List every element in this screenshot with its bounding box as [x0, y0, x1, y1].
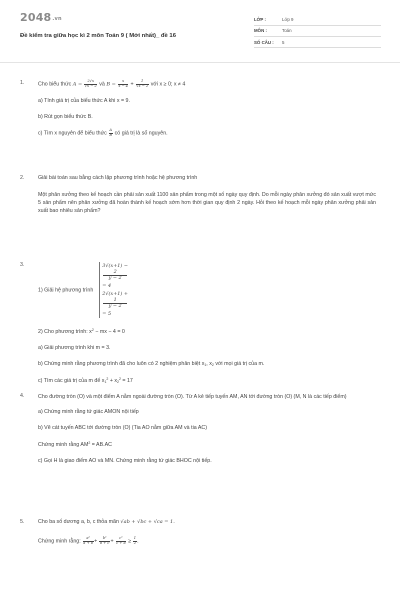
- part-b: [38, 361, 376, 368]
- part-2: [38, 328, 376, 336]
- question-paragraph: Một phân xưởng theo kế hoạch cần phải sản xuất 1100 sản phẩm trong một số ngày quy định. Do mỗi ngày phân xưởng đó sản xuất vượt mức 5 sản phẩm nên phân xưởng đã hoàn thành kế hoạch sớm hơn thời gian quy định 2 ngày. Hỏi theo kế hoạch mỗi ngày phân xưởng phải sản xuất bao nhiêu sản phẩm?: [38, 191, 376, 215]
- text: = 17: [120, 377, 133, 384]
- text: c) Tìm các giá trị của m để x: [38, 377, 105, 384]
- question-number: 4.: [20, 393, 25, 399]
- operator: +: [130, 81, 134, 88]
- fraction: [103, 270, 127, 281]
- denominator: a + b: [83, 540, 94, 545]
- numerator: a²: [83, 537, 94, 542]
- text: + x: [108, 377, 118, 384]
- equation-1: [102, 262, 128, 290]
- part-b: b) Vẽ cát tuyến ABC tới đường tròn (O) (Tia AO nằm giữa AM và tia AC): [38, 425, 207, 432]
- meta-row-class: [254, 15, 381, 26]
- question-body: [38, 393, 376, 474]
- meta-key: SỐ CÂU :: [254, 39, 274, 45]
- superscript: 2: [91, 327, 94, 332]
- part-c: [38, 129, 376, 138]
- part-a: a) Chứng minh rằng tứ giác AMON nội tiếp: [38, 409, 139, 416]
- intro-text: Cho biểu thức: [38, 81, 72, 88]
- denominator: y − 2: [108, 275, 122, 282]
- fraction-half: [133, 537, 136, 546]
- part-a: a) Giải phương trình khi m = 3.: [38, 344, 111, 351]
- fraction: [83, 537, 94, 546]
- text: Chứng minh rằng:: [38, 538, 81, 545]
- part-c-text: c) Tìm x nguyên để biểu thức: [38, 131, 107, 138]
- question-paragraph: Cho đường tròn (O) và một điểm A nằm ngoài đường tròn (O). Từ A kẻ tiếp tuyến AM, AN tới đường tròn (O) (M, N là các tiếp điểm): [38, 394, 347, 400]
- question-number: 1.: [20, 80, 25, 86]
- meta-value: Toán: [282, 28, 292, 34]
- numerator: 1: [136, 80, 149, 85]
- denominator: B: [109, 133, 113, 138]
- prove-line: Chứng minh rằng: $\frac{\text{a²}}{a + b}$ + $\frac{\text{b²}}{b + c}$ + $\frac{\text{c²}}{c + a}$ ≥ $\frac{1}{2}$ .: [38, 536, 139, 545]
- denominator: b + c: [99, 540, 110, 545]
- question-body: [38, 262, 376, 394]
- numerator: b²: [99, 537, 110, 542]
- part-b: b) Rút gọn biểu thức B.: [38, 113, 93, 120]
- question-intro: [38, 519, 376, 526]
- denominator: √x − 2: [84, 83, 97, 88]
- document-title: Đề kiểm tra giữa học kì 2 môn Toán 9 ( Mới nhất)_ đề 16: [20, 33, 176, 39]
- numerator: c²: [116, 537, 126, 542]
- operator: ≥: [128, 538, 132, 545]
- fraction-b2: [136, 80, 149, 89]
- part-c: [38, 377, 376, 385]
- numerator: A: [109, 128, 113, 133]
- subscript: 1: [204, 362, 207, 367]
- eq-text: = 5: [102, 310, 112, 317]
- numerator: 1: [103, 298, 127, 304]
- denominator: c + a: [116, 540, 126, 545]
- numerator: x: [118, 80, 129, 85]
- fraction-b1: [118, 80, 129, 89]
- question-number: 2.: [20, 175, 25, 181]
- part-c: c) Gọi H là giao điểm AO và MN. Chứng minh rằng tứ giác BHOC nội tiếp.: [38, 458, 212, 465]
- meta-value: Lớp 9: [282, 16, 294, 22]
- subscript: 2: [117, 379, 119, 384]
- meta-row-count: [254, 38, 381, 49]
- part-c-text: có giá trị là số nguyên.: [114, 131, 168, 138]
- question-number: 5.: [20, 519, 25, 525]
- numerator: 2√x: [84, 80, 97, 85]
- numerator: 1: [133, 536, 137, 541]
- superscript: 2: [88, 441, 91, 446]
- superscript: 2: [106, 376, 109, 381]
- conjunction: và: [99, 81, 105, 88]
- eq-text: 3√(x+1) −: [102, 263, 128, 269]
- superscript: 2: [118, 376, 121, 381]
- text: 2) Cho phương trình: x: [38, 328, 92, 335]
- subscript: 2: [211, 362, 214, 367]
- meta-panel: [254, 15, 381, 49]
- fraction: [116, 537, 126, 546]
- fraction: [103, 298, 127, 309]
- equation-system: [99, 262, 128, 318]
- subscript: 1: [104, 379, 107, 384]
- text: Chứng minh rằng AM: [38, 442, 89, 449]
- site-logo[interactable]: [20, 11, 62, 26]
- equation-2: [102, 290, 128, 318]
- question-number: 3.: [20, 262, 25, 268]
- expr-b-lhs: B =: [106, 81, 116, 88]
- eq-text: 2√(x+1) +: [102, 290, 128, 297]
- text: − mx − 4 = 0: [93, 328, 125, 335]
- question-intro: [38, 80, 376, 89]
- text: b) Chứng minh rằng phương trình đã cho luôn có 2 nghiệm phân biệt x: [38, 360, 205, 367]
- intro-text: 1) Giải hệ phương trình: [38, 287, 94, 294]
- meta-row-subject: [254, 26, 381, 37]
- text: , x: [206, 360, 212, 367]
- prove-line: [38, 441, 376, 449]
- header-divider: [0, 62, 400, 63]
- fraction-a: [84, 80, 97, 89]
- denominator: x − 4: [118, 83, 128, 88]
- denominator: 2: [133, 540, 137, 545]
- meta-key: MÔN :: [254, 28, 267, 34]
- expr-a-lhs: A =: [72, 81, 83, 88]
- logo-suffix: .vn: [52, 16, 62, 22]
- question-body: [38, 80, 376, 147]
- meta-key: LỚP :: [254, 16, 266, 22]
- condition: với x ≥ 0; x ≠ 4: [150, 81, 186, 88]
- fraction: [99, 537, 110, 546]
- text: = AB.AC: [90, 442, 112, 449]
- meta-value: 5: [282, 39, 285, 45]
- math-expr: √ab + √bc + √ca = 1.: [120, 519, 175, 525]
- denominator: y − 2: [108, 303, 122, 310]
- text: Cho ba số dương a, b, c thỏa mãn: [38, 519, 119, 525]
- eq-text: = 4: [102, 282, 112, 289]
- part-a: a) Tính giá trị của biểu thức A khi x = 9.: [38, 97, 130, 104]
- equation-system-line: [38, 262, 376, 318]
- numerator: 2: [103, 270, 127, 276]
- text: với mọi giá trị của m.: [213, 360, 265, 367]
- question-body: [38, 519, 376, 555]
- fraction-a-over-b: [109, 129, 113, 138]
- question-intro: Giải bài toán sau bằng cách lập phương trình hoặc hệ phương trình: [38, 175, 198, 181]
- logo-text: 2048: [20, 11, 52, 24]
- denominator: √x − 2: [136, 83, 149, 88]
- question-body: [38, 175, 376, 224]
